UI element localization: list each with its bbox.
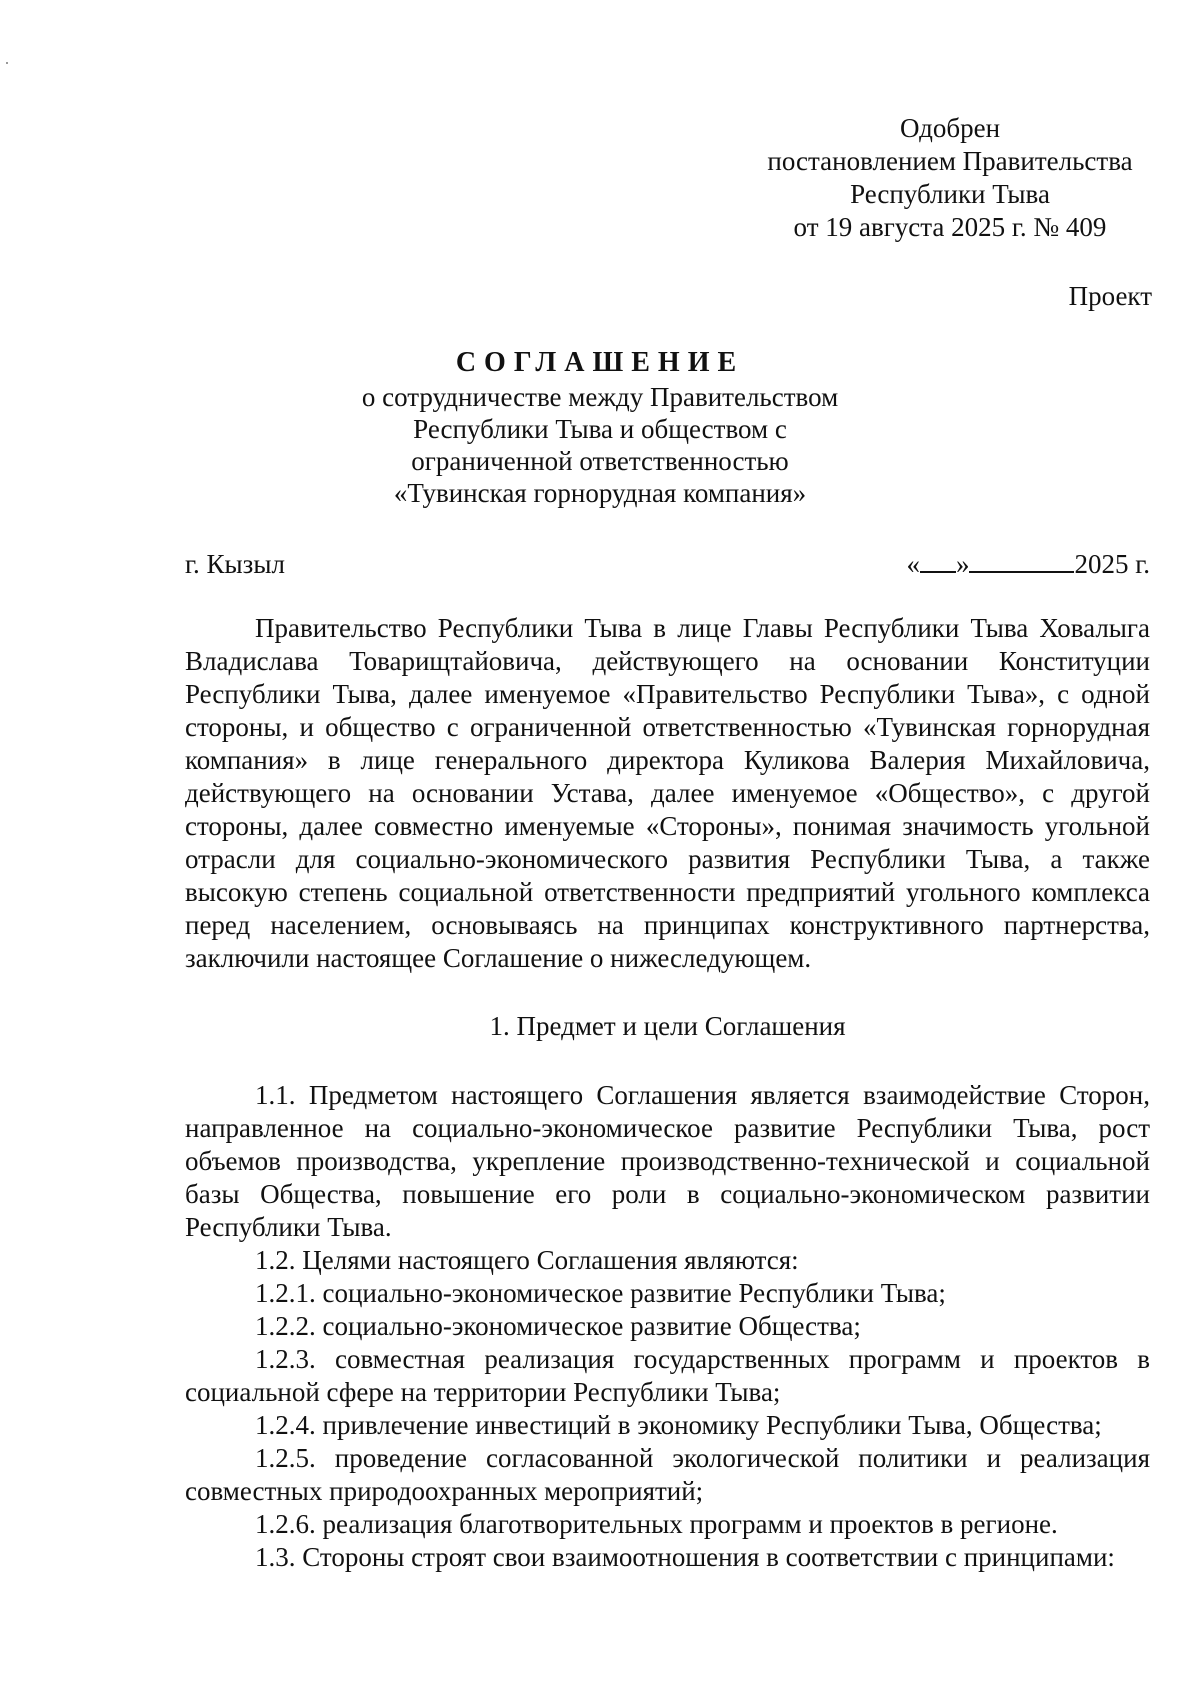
section-1-heading: 1. Предмет и цели Соглашения <box>489 1011 846 1041</box>
clause-1-3: 1.3. Стороны строят свои взаимоотношения в соответствии с принципами: <box>255 1542 1115 1572</box>
place-date-line <box>185 548 1150 581</box>
clause-1-2: 1.2. Целями настоящего Соглашения являются: <box>255 1245 799 1275</box>
approval-line-3: Республики Тыва <box>850 179 1050 209</box>
clause-1-1: 1.1. Предметом настоящего Соглашения является взаимодействие Сторон, направленное на социально-экономическое развитие Республики Тыва, рост объемов производства, укрепление производственно-технической и социальной базы Общества, повышение его роли в социально-экономическом развитии Республики Тыва. <box>185 1080 1150 1242</box>
draft-mark: Проект <box>1068 281 1152 311</box>
title-subline-4: «Тувинская горнорудная компания» <box>393 478 807 508</box>
approval-line-1: Одобрен <box>899 113 1001 143</box>
clause-1-2-1: 1.2.1. социально-экономическое развитие Республики Тыва; <box>255 1278 946 1308</box>
title-subline-3: ограниченной ответственностью <box>411 446 789 476</box>
preamble-paragraph: Правительство Республики Тыва в лице Главы Республики Тыва Ховалыга Владислава Товарищтайовича, действующего на основании Конституции Республики Тыва, далее именуемое «Правительство Республики Тыва», с одной стороны, и общество с ограниченной ответственностью «Тувинская горнорудная компания» в лице генерального директора Куликова Валерия Михайловича, действующего на основании Устава, далее именуемое «Общество», с другой стороны, далее совместно именуемые «Стороны», понимая значимость угольной отрасли для социально-экономического развития Республики Тыва, а также высокую степень социальной ответственности предприятий угольного комплекса перед населением, основываясь на принципах конструктивного партнерства, заключили настоящее Соглашение о нижеследующем. <box>185 613 1150 973</box>
city-name: г. Кызыл <box>185 549 285 579</box>
clause-1-2-4: 1.2.4. привлечение инвестиций в экономику Республики Тыва, Общества; <box>255 1410 1102 1440</box>
clause-1-2-3: 1.2.3. совместная реализация государственных программ и проектов в социальной сфере на территории Республики Тыва; <box>185 1344 1150 1407</box>
agreement-body <box>185 612 1150 1574</box>
title-subline-2: Республики Тыва и обществом с <box>413 414 787 444</box>
day-blank <box>920 549 956 573</box>
clause-1-2-5: 1.2.5. проведение согласованной экологической политики и реализация совместных природоохранных мероприятий; <box>185 1443 1150 1506</box>
clause-1-2-6: 1.2.6. реализация благотворительных программ и проектов в регионе. <box>255 1509 1058 1539</box>
date-quote-close: » <box>955 549 970 579</box>
month-blank <box>969 549 1074 573</box>
document-title: СОГЛАШЕНИЕ <box>455 347 745 378</box>
title-subline-1: о сотрудничестве между Правительством <box>361 382 839 412</box>
signing-date <box>906 548 1150 581</box>
approval-stamp-block <box>760 112 1140 244</box>
date-quote-open: « <box>906 549 920 579</box>
approval-line-4: от 19 августа 2025 г. № 409 <box>793 212 1107 242</box>
document-title-block <box>300 345 900 509</box>
approval-line-2: постановлением Правительства <box>767 146 1133 176</box>
scan-speck <box>6 62 8 64</box>
date-year: 2025 г. <box>1074 549 1150 579</box>
clause-1-2-2: 1.2.2. социально-экономическое развитие Общества; <box>255 1311 861 1341</box>
